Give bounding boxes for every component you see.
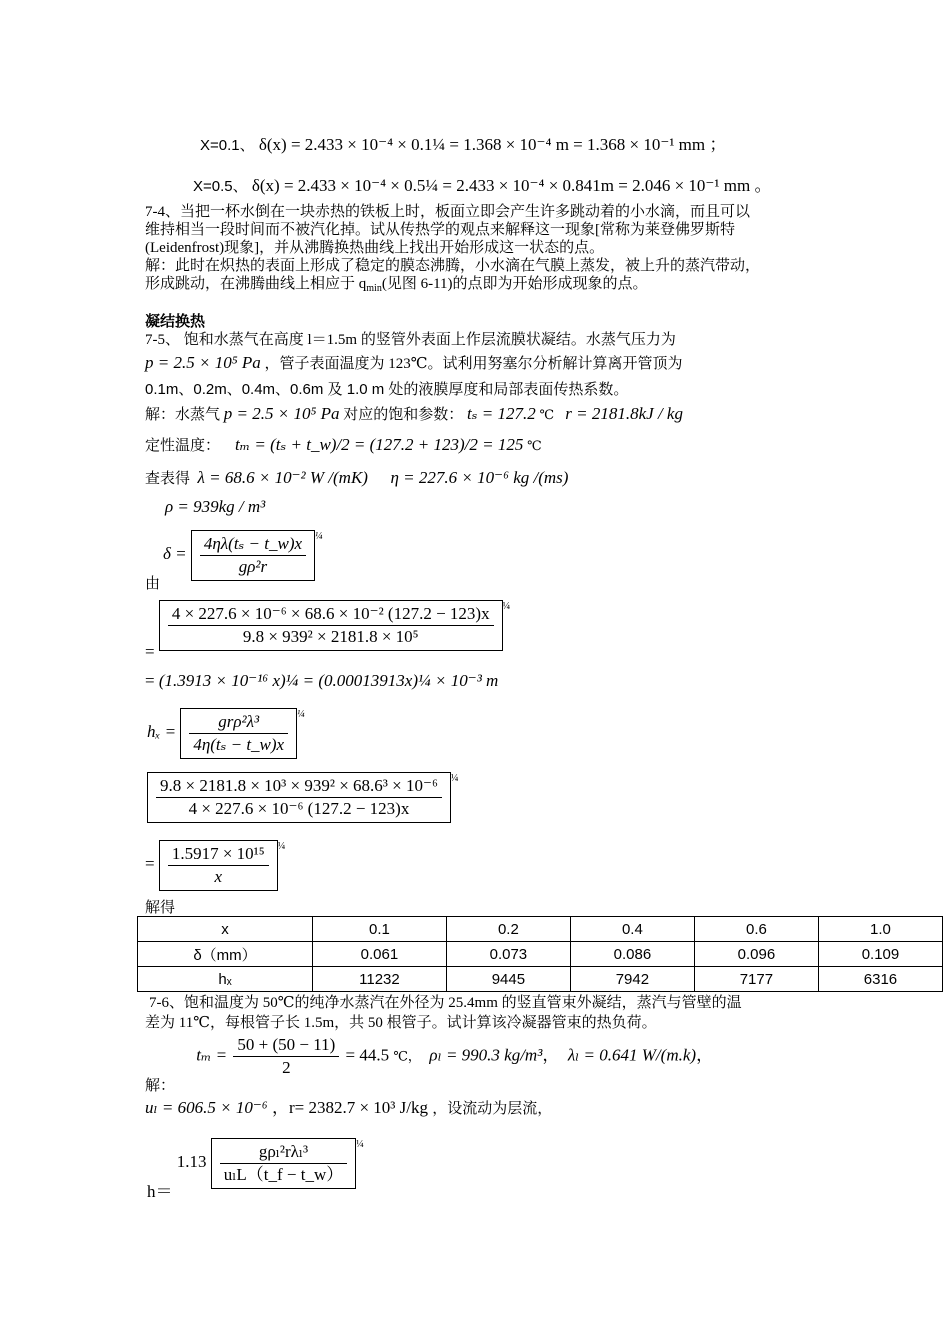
p74-sol2b: (见图 6-11)的点即为开始形成现象的点。 <box>381 276 648 292</box>
hx-sub-bracket <box>147 772 451 823</box>
eq-x01-tail: ； <box>709 135 727 154</box>
p76-flow: ，设流动为层流， <box>432 1101 553 1117</box>
p76-mu: uₗ = 606.5 × 10⁻⁶ <box>145 1098 268 1117</box>
delta-sub-num: 4 × 227.6 × 10⁻⁶ × 68.6 × 10⁻² (127.2 − 123)x <box>168 603 494 626</box>
table-cell: 6316 <box>818 967 942 992</box>
hx-result-eq: = <box>145 854 155 873</box>
hx-sub <box>147 770 458 826</box>
p76-tm-val: = 44.5 <box>345 1045 390 1065</box>
table-header-row <box>138 917 943 942</box>
hx-result-bracket <box>159 840 278 891</box>
p74-sol2a: 形成跳动，在沸腾曲线上相应于 q <box>145 276 367 292</box>
eq-x05-label: X=0.5、 <box>193 178 248 195</box>
p76-line1: 7-6、饱和温度为 50℃的纯净水蒸汽在外径为 25.4mm 的竖直管束外凝结，蒸汽与管壁的温 <box>149 995 742 1011</box>
p75-sol-label: 解：水蒸气 <box>145 407 221 423</box>
p76-lam: λₗ = 0.641 W/(m.k) <box>567 1045 697 1065</box>
table-cell: 11232 <box>313 967 447 992</box>
results-table <box>137 916 943 992</box>
table-cell: 0.096 <box>694 942 818 967</box>
eq-x05-expr: δ(x) = 2.433 × 10⁻⁴ × 0.5¼ = 2.433 × 10⁻⁴ × 0.841m = 2.046 × 10⁻¹ mm <box>251 176 751 195</box>
table-row <box>138 942 943 967</box>
delta-bracket <box>191 530 315 581</box>
p76-h-formula <box>147 1136 364 1201</box>
p76-sol: 解： <box>145 1078 176 1095</box>
eq-x05-tail: 。 <box>754 176 772 195</box>
p74-line3: (Leidenfrost)现象]，并从沸腾换热曲线上找出开始形成这一状态的点。 <box>145 240 605 256</box>
hx-den: 4η(tₛ − t_w)x <box>193 734 285 754</box>
delta-sub-bracket <box>159 600 503 651</box>
p75-ts: tₛ = 127.2 <box>467 404 536 423</box>
hx-result <box>145 838 285 894</box>
p75-rho: ρ = 939kg / m³ <box>165 497 266 516</box>
hx-bracket <box>180 708 297 759</box>
p76-param-row <box>145 1099 552 1118</box>
hx-res-den: x <box>214 866 223 886</box>
p74-sol1: 解：此时在炽热的表面上形成了稳定的膜态沸腾，小水滴在气膜上蒸发，被上升的蒸汽带动， <box>145 258 761 274</box>
delta-result-eq: = <box>145 671 155 690</box>
p75-r: r = 2181.8kJ / kg <box>565 404 683 423</box>
delta-den: gρ²r <box>238 556 268 576</box>
p75-lambda: λ = 68.6 × 10⁻² W /(mK) <box>197 468 368 487</box>
p76-tm-num: 50 + (50 − 11) <box>233 1034 339 1057</box>
table-cell: δ（mm） <box>138 942 313 967</box>
p76-h-bracket <box>211 1138 356 1189</box>
table-cell: 7177 <box>694 967 818 992</box>
delta-num: 4ηλ(tₛ − t_w)x <box>200 533 306 556</box>
table-row <box>138 967 943 992</box>
solve-label: 解得 <box>145 900 176 916</box>
section-title: 凝结换热 <box>145 314 206 330</box>
from-label: 由 <box>145 576 161 592</box>
p75-def-row <box>145 436 542 455</box>
p76-r: ，r= 2382.7 × 10³ J/kg <box>271 1098 428 1117</box>
table-header-cell: 1.0 <box>818 917 942 942</box>
p75-line3: 0.1m、0.2m、0.4m、0.6m 及 1.0 m 处的液膜厚度和局部表面传热系数。 <box>145 381 629 398</box>
table-cell: 0.109 <box>818 942 942 967</box>
table-cell: 0.061 <box>313 942 447 967</box>
delta-sub <box>145 598 511 661</box>
p74-line1: 7-4、当把一杯水倒在一块赤热的铁板上时，板面立即会产生许多跳动着的小水滴，而且可以 <box>145 204 750 220</box>
p76-h-pow: ¼ <box>356 1139 364 1150</box>
table-header-cell: 0.1 <box>313 917 447 942</box>
p76-h-num: gρₗ²rλₗ³ <box>220 1141 347 1164</box>
p76-sol-row: 解： tₘ = $\frac{50 + (50 - 11)}{2}$ = 44.5 ℃， ρₗ = 990.3 kg/m³， λₗ = 0.641 W/(m.k)， <box>145 1035 714 1095</box>
p75-line1: 7-5、 饱和水蒸气在高度 l＝1.5m 的竖管外表面上作层流膜状凝结。水蒸气压力为 <box>145 332 676 348</box>
hx-num: grρ²λ³ <box>189 711 288 734</box>
p76-tm-lhs: tₘ = <box>196 1045 228 1065</box>
p75-sol-p: p = 2.5 × 10⁵ Pa <box>223 404 340 423</box>
table-header-cell: x <box>138 917 313 942</box>
delta-formula <box>163 528 323 584</box>
p76-h-lhs: h＝ <box>147 1182 173 1201</box>
table-header-cell: 0.4 <box>570 917 694 942</box>
hx-pow: ¼ <box>297 709 305 720</box>
hx-sub-num: 9.8 × 2181.8 × 10³ × 939² × 68.6³ × 10⁻⁶ <box>156 775 442 798</box>
table-cell: hₓ <box>138 967 313 992</box>
p76-tm-den: 2 <box>282 1058 291 1077</box>
table-cell: 9445 <box>446 967 570 992</box>
table-header-cell: 0.6 <box>694 917 818 942</box>
table-cell: 0.086 <box>570 942 694 967</box>
p76-line2: 差为 11℃，每根管子长 1.5m，共 50 根管子。试计算该冷凝器管束的热负荷。 <box>145 1015 657 1031</box>
p75-tm-unit: ℃ <box>527 438 542 453</box>
p75-sol-row <box>145 405 683 424</box>
hx-formula <box>147 706 305 762</box>
delta-sub-pow: ¼ <box>502 601 511 612</box>
hx-sub-pow: ¼ <box>450 773 459 784</box>
delta-result: (1.3913 × 10⁻¹⁶ x)¼ = (0.00013913x)¼ × 10⁻³ m <box>158 671 499 690</box>
delta-lhs: δ = <box>163 544 187 563</box>
p75-ts-unit: ℃ <box>539 407 555 422</box>
hx-sub-den: 4 × 227.6 × 10⁻⁶ (127.2 − 123)x <box>188 798 410 818</box>
p75-sol-mid: 对应的饱和参数： <box>343 407 464 423</box>
p75-eta: η = 227.6 × 10⁻⁶ kg /(ms) <box>390 468 569 487</box>
table-header-cell: 0.2 <box>446 917 570 942</box>
p76-rho: ρₗ = 990.3 kg/m³ <box>429 1045 543 1065</box>
p76-h-coef: 1.13 <box>176 1152 207 1171</box>
eq-x01-expr: δ(x) = 2.433 × 10⁻⁴ × 0.1¼ = 1.368 × 10⁻⁴ m = 1.368 × 10⁻¹ mm <box>258 135 706 154</box>
p75-def-label: 定性温度： <box>145 438 221 454</box>
p74-sol2 <box>145 275 648 298</box>
hx-res-pow: ¼ <box>277 841 286 852</box>
delta-sub-eq: = <box>145 642 155 661</box>
hx-lhs: hₓ = <box>147 722 177 741</box>
eq-x01 <box>200 136 726 155</box>
delta-result-row <box>145 672 498 690</box>
eq-x05 <box>193 177 771 196</box>
p75-p-expr: p = 2.5 × 10⁵ Pa <box>145 353 261 372</box>
p75-lookup-row <box>145 469 568 488</box>
table-cell: 7942 <box>570 967 694 992</box>
hx-res-num: 1.5917 × 10¹⁵ <box>168 843 269 866</box>
p76-h-den: uₗL（t_f − t_w） <box>223 1164 344 1184</box>
p75-lookup-label: 查表得 <box>145 471 191 487</box>
delta-pow: ¼ <box>315 531 323 542</box>
delta-sub-den: 9.8 × 939² × 2181.8 × 10⁵ <box>242 626 419 646</box>
p75-line2: ，管子表面温度为 123℃。试利用努塞尔分析解计算离开管顶为 <box>264 356 683 372</box>
p75-line2-row <box>145 354 683 373</box>
p74-line2: 维持相当一段时间而不被汽化掉。试从传热学的观点来解释这一现象[常称为莱登佛罗斯特 <box>145 222 735 238</box>
p74-sol2sub: min <box>366 283 382 294</box>
p76-tm-unit: ℃， <box>393 1048 421 1064</box>
eq-x01-label: X=0.1、 <box>200 137 255 154</box>
p75-tm: tₘ = (tₛ + t_w)/2 = (127.2 + 123)/2 = 125 <box>235 435 524 454</box>
table-cell: 0.073 <box>446 942 570 967</box>
